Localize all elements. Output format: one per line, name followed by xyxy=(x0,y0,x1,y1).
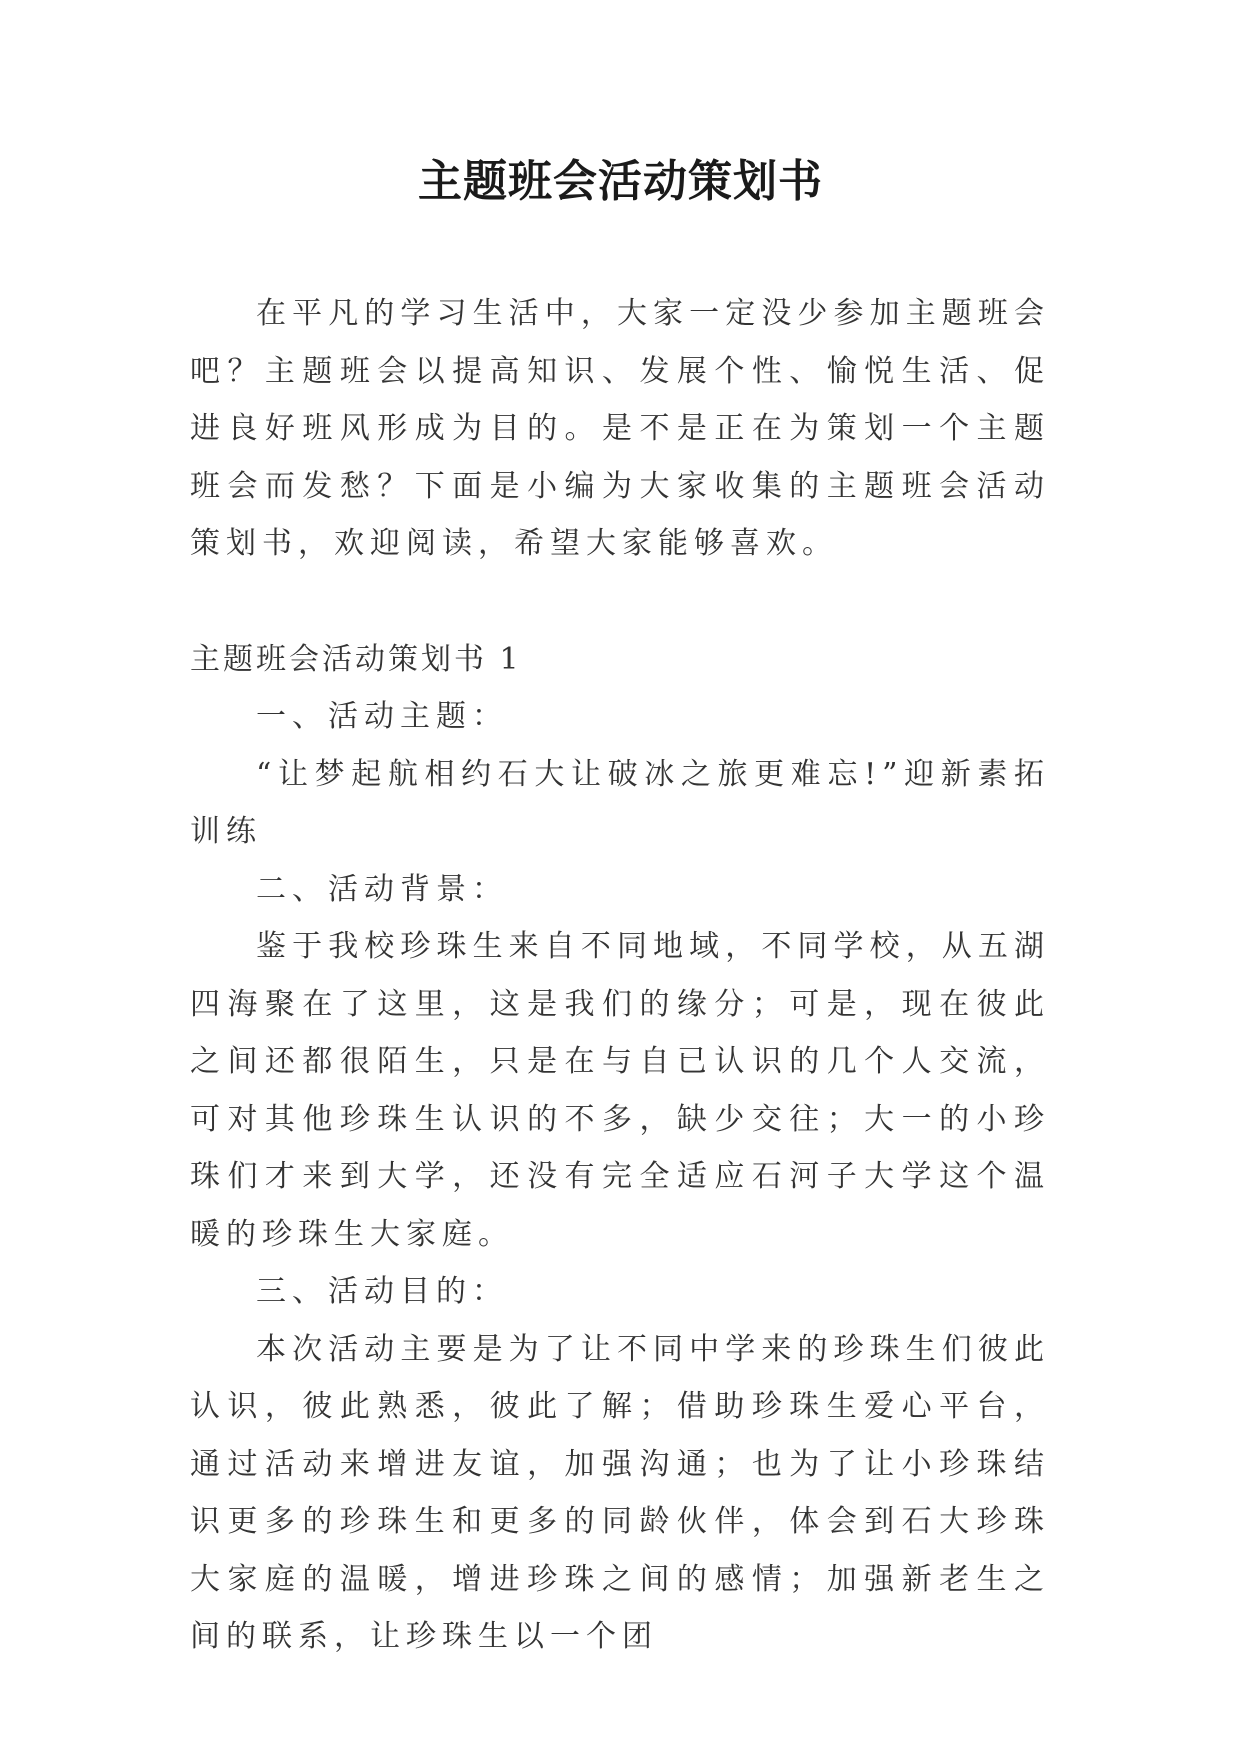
intro-paragraph: 在平凡的学习生活中，大家一定没少参加主题班会吧？主题班会以提高知识、发展个性、愉悦生活、促进良好班风形成为目的。是不是正在为策划一个主题班会而发愁？下面是小编为大家收集的主题班会活动策划书，欢迎阅读，希望大家能够喜欢。 xyxy=(190,296,1050,561)
item-heading-purpose: 三、活动目的： xyxy=(256,1274,508,1309)
document-title: 主题班会活动策划书 xyxy=(418,156,823,207)
item-body-purpose: 本次活动主要是为了让不同中学来的珍珠生们彼此认识，彼此熟悉，彼此了解；借助珍珠生爱心平台，通过活动来增进友谊，加强沟通；也为了让小珍珠结识更多的珍珠生和更多的同龄伙伴，体会到石大珍珠大家庭的温暖，增进珍珠之间的感情；加强新老生之间的联系，让珍珠生以一个团 xyxy=(190,1331,1050,1654)
item-heading-theme: 一、活动主题： xyxy=(256,699,508,734)
item-heading-background: 二、活动背景： xyxy=(256,871,508,907)
item-body-theme: “让梦起航相约石大让破冰之旅更难忘!”迎新素拓训练 xyxy=(190,756,1050,849)
document-body xyxy=(190,285,1050,1666)
item-body-background: 鉴于我校珍珠生来自不同地域，不同学校，从五湖四海聚在了这里，这是我们的缘分；可是，现在彼此之间还都很陌生，只是在与自已认识的几个人交流，可对其他珍珠生认识的不多，缺少交往；大一的小珍珠们才来到大学，还没有完全适应石河子大学这个温暖的珍珠生大家庭。 xyxy=(190,929,1050,1252)
section-title: 主题班会活动策划书 1 xyxy=(190,641,522,677)
